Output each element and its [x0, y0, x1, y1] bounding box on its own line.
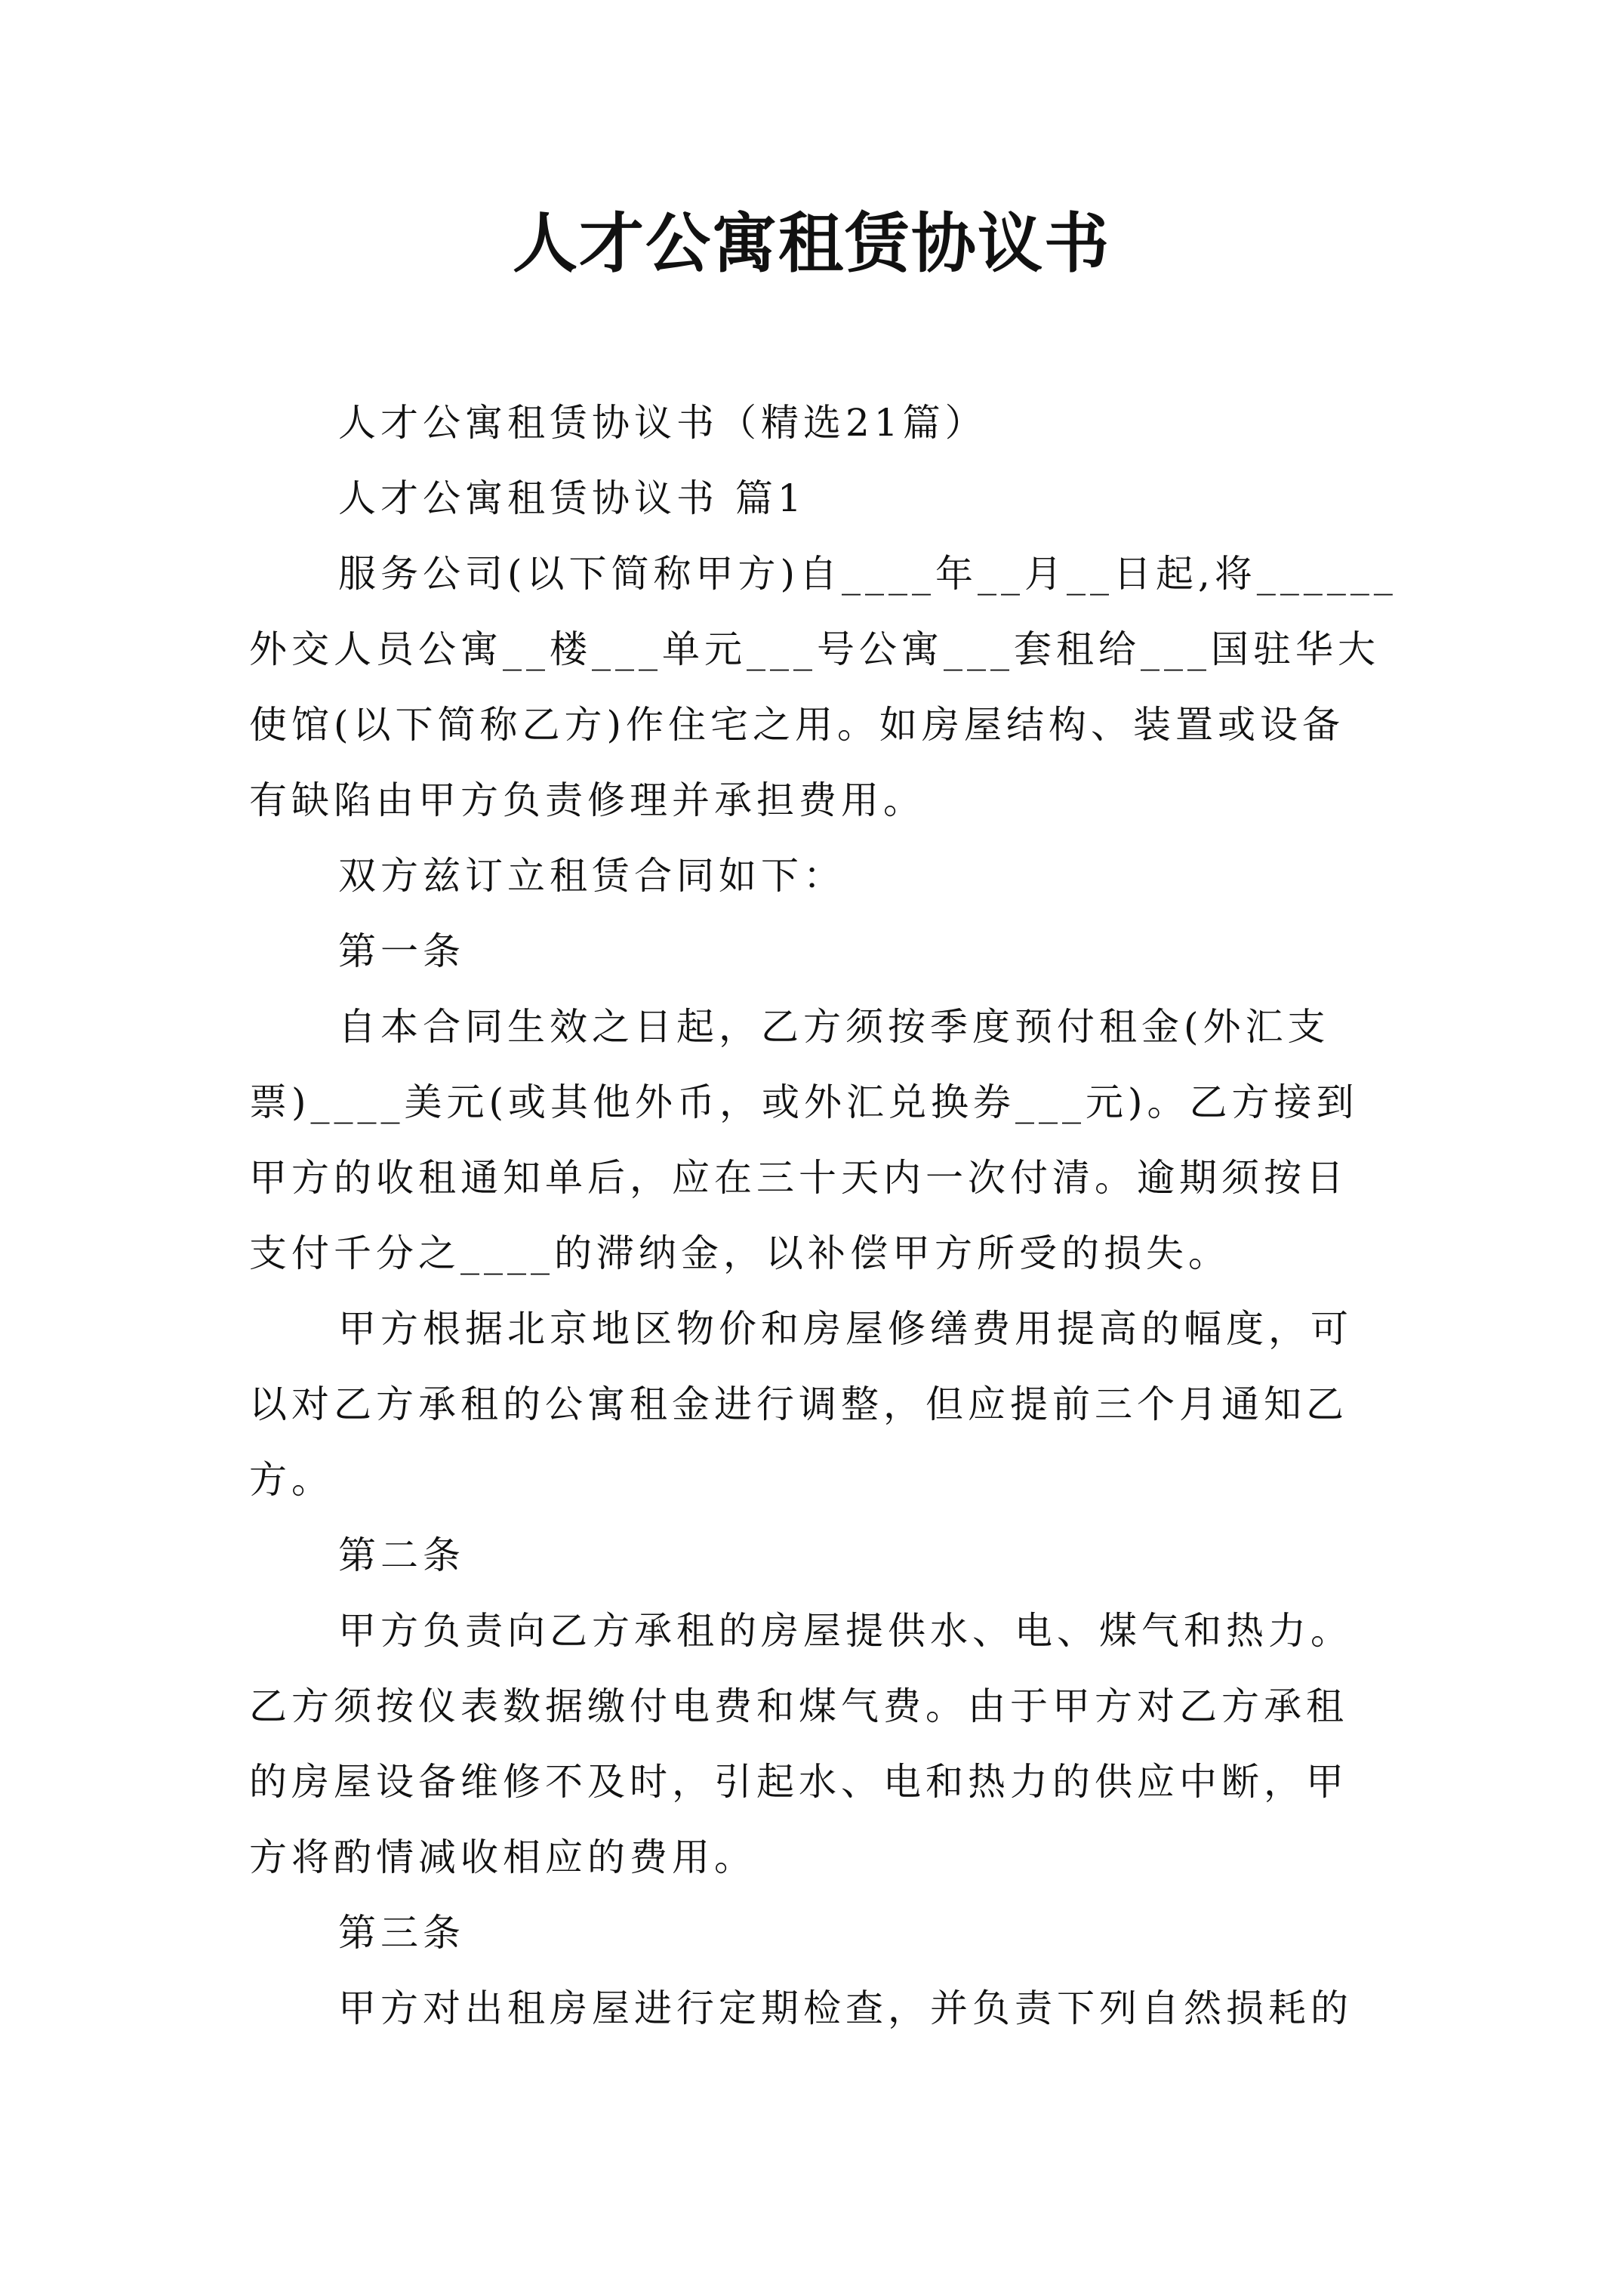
- article-heading: 第二条: [338, 1533, 465, 1577]
- paragraph-line: 方将酌情减收相应的费用。: [249, 1835, 756, 1879]
- paragraph-line: 双方兹订立租赁合同如下：: [338, 854, 845, 898]
- paragraph-line: 甲方的收租通知单后，应在三十天内一次付清。逾期须按日: [249, 1156, 1348, 1200]
- paragraph-line: 自本合同生效之日起，乙方须按季度预付租金(外汇支: [338, 1005, 1330, 1049]
- paragraph-line: 有缺陷由甲方负责修理并承担费用。: [249, 778, 925, 822]
- paragraph-line: 乙方须按仪表数据缴付电费和煤气费。由于甲方对乙方承租: [249, 1684, 1348, 1728]
- document-subtitle: 人才公寓租赁协议书（精选21篇）: [338, 401, 987, 445]
- paragraph-line: 方。: [249, 1458, 334, 1502]
- document-title: 人才公寓租赁协议书: [513, 205, 1110, 282]
- paragraph-line: 服务公司(以下简称甲方)自____年__月__日起,将______: [338, 552, 1397, 596]
- paragraph-line: 以对乙方承租的公寓租金进行调整，但应提前三个月通知乙: [249, 1382, 1348, 1426]
- paragraph-line: 的房屋设备维修不及时，引起水、电和热力的供应中断，甲: [249, 1760, 1348, 1804]
- paragraph-line: 票)____美元(或其他外币，或外汇兑换券___元)。乙方接到: [249, 1080, 1359, 1124]
- paragraph-line: 支付千分之____的滞纳金，以补偿甲方所受的损失。: [249, 1231, 1230, 1275]
- paragraph-line: 甲方对出租房屋进行定期检查，并负责下列自然损耗的: [338, 1986, 1353, 2030]
- article-heading: 第三条: [338, 1911, 465, 1955]
- paragraph-line: 外交人员公寓__楼___单元___号公寓___套租给___国驻华大: [249, 627, 1380, 671]
- paragraph-line: 使馆(以下简称乙方)作住宅之用。如房屋结构、装置或设备: [249, 703, 1345, 747]
- paragraph-line: 甲方根据北京地区物价和房屋修缮费用提高的幅度，可: [338, 1307, 1353, 1351]
- article-heading: 第一条: [338, 929, 465, 973]
- paragraph-line: 甲方负责向乙方承租的房屋提供水、电、煤气和热力。: [338, 1609, 1353, 1653]
- section-heading: 人才公寓租赁协议书 篇1: [338, 476, 806, 520]
